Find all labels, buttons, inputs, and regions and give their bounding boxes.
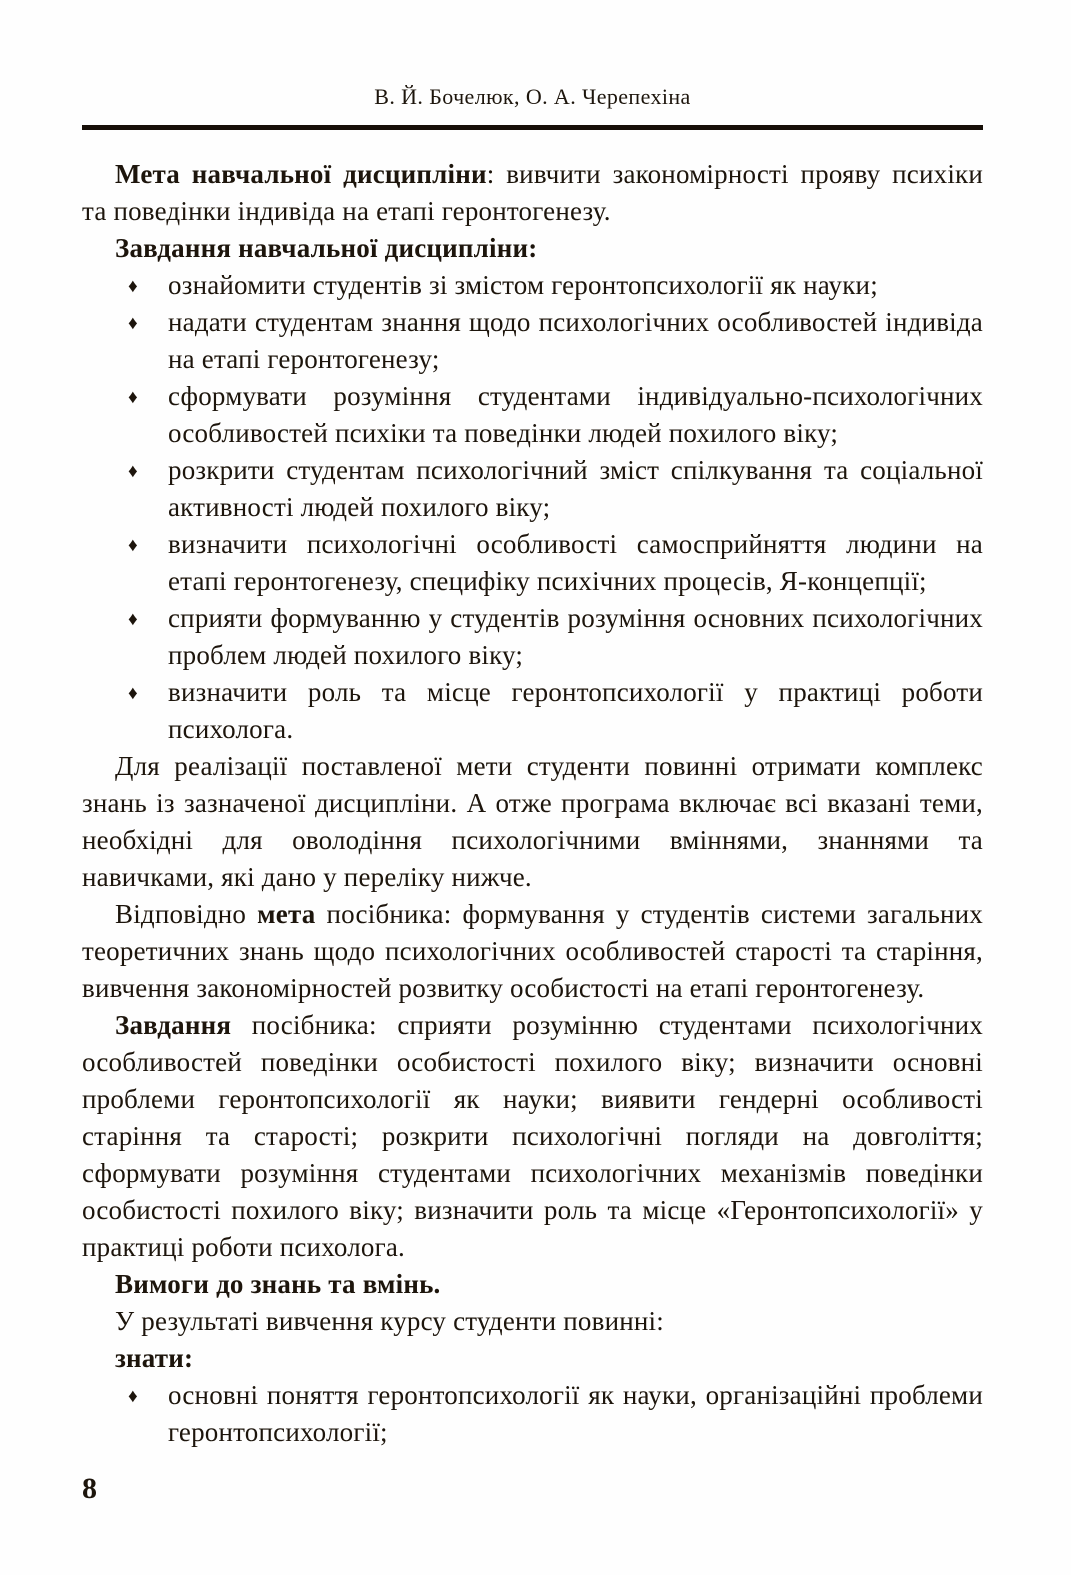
heading-know: знати: [115,1343,194,1373]
paragraph-course-aim [82,156,983,230]
list-item-text: розкрити студентам психологічний зміст спілкування та соціальної активності людей похилого віку; [168,455,983,522]
page-content [82,0,983,1451]
diamond-bullet-icon: ♦ [128,1386,138,1407]
page-body [82,156,983,1451]
paragraph-result: У результаті вивчення курсу студенти повинні: [115,1306,664,1336]
list-item [82,674,983,748]
heading-course-tasks: Завдання навчальної дисципліни: [115,233,538,263]
diamond-bullet-icon: ♦ [128,535,138,556]
paragraph-handbook-aim [82,896,983,1007]
list-item-text: сприяти формуванню у студентів розуміння основних психологічних проблем людей похилого віку; [168,603,983,670]
paragraph-handbook-tasks [82,1007,983,1266]
list-item-text: визначити роль та місце геронтопсихології у практиці роботи психолога. [168,677,983,744]
list-item-text: ознайомити студентів зі змістом геронтопсихології як науки; [168,270,878,300]
paragraph-realization: Для реалізації поставленої мети студенти повинні отримати комплекс знань із зазначеної дисципліни. А отже програма включає всі вказані теми, необхідні для оволодіння психологічними вміннями, знаннями та навичками, які дано у переліку нижче. [82,751,983,892]
know-list [82,1377,983,1451]
handbook-aim-bold: мета [257,899,316,929]
list-item [82,452,983,526]
list-item [82,304,983,378]
diamond-bullet-icon: ♦ [128,461,138,482]
list-item-text: основні поняття геронтопсихології як науки, організаційні проблеми геронтопсихології; [168,1380,983,1447]
handbook-aim-post: посібника: формування у студентів системи загальних теоретичних знань щодо психологічних особливостей старості та старіння, вивчення закономірностей розвитку особистості на етапі геронтогенезу. [82,899,983,1003]
handbook-tasks-post: посібника: сприяти розумінню студентами психологічних особливостей поведінки особистості похилого віку; визначити основні проблеми геронтопсихології як науки; виявити гендерні особливості старіння та старості; розкрити психологічні погляди на довголіття; сформувати розуміння студентами психологічних механізмів поведінки особистості похилого віку; визначити роль та місце «Геронтопсихології» у практиці роботи психолога. [82,1010,983,1262]
list-item [82,378,983,452]
list-item-text: надати студентам знання щодо психологічних особливостей індивіда на етапі геронтогенезу; [168,307,983,374]
heading-requirements: Вимоги до знань та вмінь. [115,1269,441,1299]
list-item [82,526,983,600]
header-divider [82,125,983,130]
page-number: 8 [82,1472,97,1505]
handbook-aim-pre: Відповідно [115,899,258,929]
diamond-bullet-icon: ♦ [128,683,138,704]
list-item-text: сформувати розуміння студентами індивідуально-психологічних особливостей психіки та поведінки людей похилого віку; [168,381,983,448]
diamond-bullet-icon: ♦ [128,387,138,408]
course-aim-text: : вивчити закономірності прояву психіки та поведінки індивіда на етапі геронтогенезу. [82,159,984,226]
handbook-tasks-bold: Завдання [115,1010,232,1040]
course-aim-lead: Мета навчальної дисципліни [115,159,487,189]
list-item [82,600,983,674]
list-item [82,267,983,304]
list-item-text: визначити психологічні особливості самосприйняття людини на етапі геронтогенезу, специфіку психічних процесів, Я-концепції; [168,529,983,596]
list-item [82,1377,983,1451]
diamond-bullet-icon: ♦ [128,313,138,334]
diamond-bullet-icon: ♦ [128,609,138,630]
running-header-authors: В. Й. Бочелюк, О. А. Черепехіна [374,84,691,109]
diamond-bullet-icon: ♦ [128,276,138,297]
course-tasks-list [82,267,983,748]
